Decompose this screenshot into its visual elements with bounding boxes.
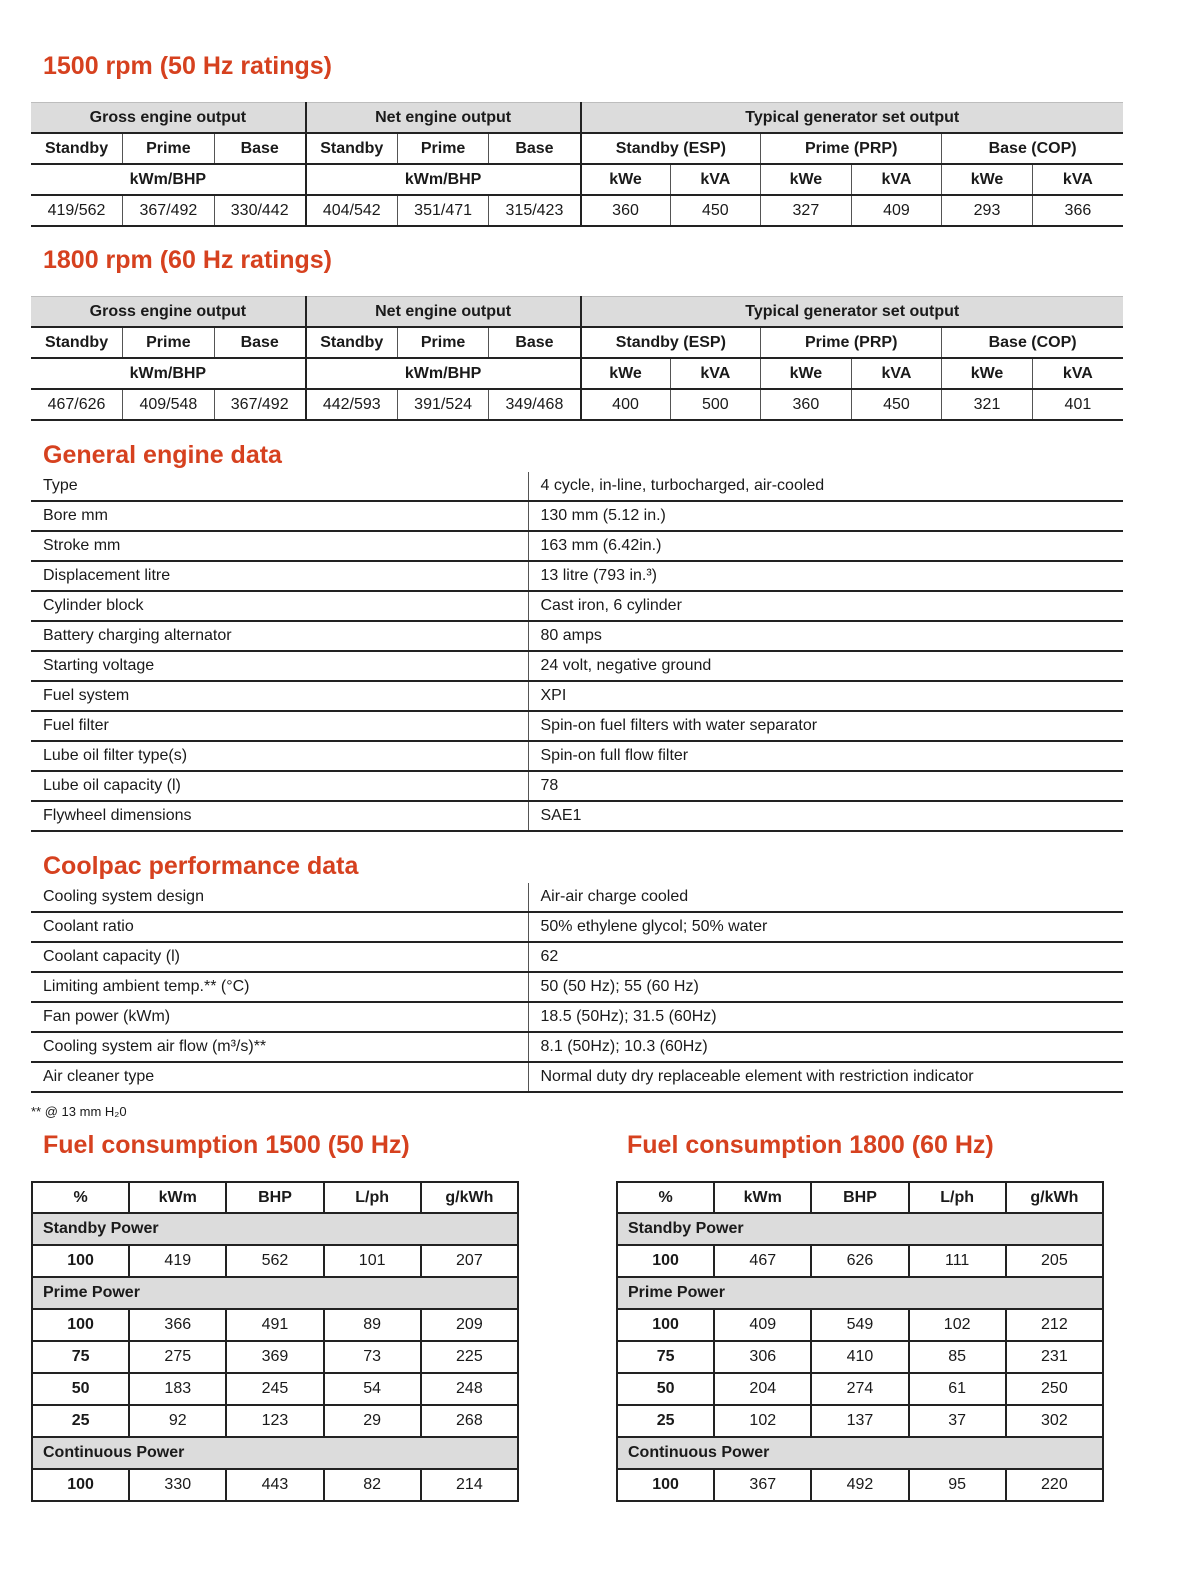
unit-label: kWm/BHP bbox=[31, 164, 306, 195]
engine-spec-row bbox=[31, 681, 1123, 711]
spec-value: XPI bbox=[528, 681, 1123, 711]
spec-label: Air cleaner type bbox=[31, 1062, 528, 1092]
fuel-data-row bbox=[32, 1245, 518, 1277]
fuel-column-header: BHP bbox=[226, 1182, 323, 1213]
engine-spec-row bbox=[31, 561, 1123, 591]
fuel-value: 73 bbox=[324, 1341, 421, 1373]
spec-label: Cooling system design bbox=[31, 883, 528, 912]
fuel-value: 268 bbox=[421, 1405, 518, 1437]
spec-label: Cooling system air flow (m³/s)** bbox=[31, 1032, 528, 1062]
fuel-value: 92 bbox=[129, 1405, 226, 1437]
unit-label: kWe bbox=[581, 358, 671, 389]
spec-label: Lube oil filter type(s) bbox=[31, 741, 528, 771]
fuel-column-header: % bbox=[617, 1182, 714, 1213]
rating-value: 330/442 bbox=[214, 195, 306, 226]
fuel-value: 274 bbox=[811, 1373, 908, 1405]
fuel-data-row bbox=[617, 1309, 1103, 1341]
fuel-load-percent: 50 bbox=[32, 1373, 129, 1405]
fuel-load-percent: 100 bbox=[32, 1469, 129, 1501]
fuel-column-header: kWm bbox=[129, 1182, 226, 1213]
fuel-value: 626 bbox=[811, 1245, 908, 1277]
spec-label: Type bbox=[31, 472, 528, 501]
sub-standby-esp: Standby (ESP) bbox=[581, 133, 761, 164]
coolpac-table bbox=[31, 883, 1123, 1093]
unit-label: kVA bbox=[670, 358, 761, 389]
sub-prime: Prime bbox=[397, 327, 489, 358]
fuel-value: 82 bbox=[324, 1469, 421, 1501]
fuel-value: 212 bbox=[1006, 1309, 1103, 1341]
rating-value: 351/471 bbox=[397, 195, 489, 226]
engine-spec-row bbox=[31, 801, 1123, 831]
fuel-load-percent: 100 bbox=[32, 1309, 129, 1341]
fuel-value: 409 bbox=[714, 1309, 811, 1341]
fuel-data-row bbox=[32, 1373, 518, 1405]
fuel-section-label: Standby Power bbox=[32, 1213, 518, 1245]
rating-value: 367/492 bbox=[123, 195, 215, 226]
sub-standby: Standby bbox=[31, 133, 123, 164]
sub-base: Base bbox=[214, 327, 306, 358]
fuel-value: 111 bbox=[909, 1245, 1006, 1277]
unit-label: kWe bbox=[942, 164, 1033, 195]
fuel-value: 330 bbox=[129, 1469, 226, 1501]
sub-prime-prp: Prime (PRP) bbox=[761, 133, 942, 164]
coolpac-spec-row bbox=[31, 883, 1123, 912]
sub-standby: Standby bbox=[31, 327, 123, 358]
fuel-data-row bbox=[32, 1405, 518, 1437]
fuel-value: 214 bbox=[421, 1469, 518, 1501]
fuel-load-percent: 100 bbox=[32, 1245, 129, 1277]
unit-label: kVA bbox=[851, 164, 942, 195]
ratings-60hz-title: 1800 rpm (60 Hz ratings) bbox=[43, 246, 332, 274]
rating-value: 360 bbox=[581, 195, 671, 226]
general-engine-title: General engine data bbox=[43, 441, 282, 469]
fuel-section-row bbox=[32, 1277, 518, 1309]
spec-label: Coolant ratio bbox=[31, 912, 528, 942]
fuel-value: 95 bbox=[909, 1469, 1006, 1501]
spec-label: Starting voltage bbox=[31, 651, 528, 681]
coolpac-spec-row bbox=[31, 1002, 1123, 1032]
engine-spec-row bbox=[31, 741, 1123, 771]
sub-base-cop: Base (COP) bbox=[942, 327, 1123, 358]
sub-prime: Prime bbox=[397, 133, 489, 164]
general-engine-table bbox=[31, 472, 1123, 832]
fuel-section-row bbox=[32, 1437, 518, 1469]
rating-value: 442/593 bbox=[306, 389, 398, 420]
spec-value: 4 cycle, in-line, turbocharged, air-cooled bbox=[528, 472, 1123, 501]
fuel-load-percent: 100 bbox=[617, 1469, 714, 1501]
fuel-data-row bbox=[32, 1469, 518, 1501]
fuel-value: 220 bbox=[1006, 1469, 1103, 1501]
unit-label: kVA bbox=[670, 164, 761, 195]
sub-base: Base bbox=[489, 133, 581, 164]
fuel-value: 29 bbox=[324, 1405, 421, 1437]
fuel-column-header: L/ph bbox=[909, 1182, 1006, 1213]
spec-label: Cylinder block bbox=[31, 591, 528, 621]
spec-label: Lube oil capacity (l) bbox=[31, 771, 528, 801]
group-net: Net engine output bbox=[306, 103, 581, 134]
fuel-value: 302 bbox=[1006, 1405, 1103, 1437]
fuel-value: 491 bbox=[226, 1309, 323, 1341]
spec-value: Normal duty dry replaceable element with restriction indicator bbox=[528, 1062, 1123, 1092]
spec-label: Displacement litre bbox=[31, 561, 528, 591]
fuel-data-row bbox=[32, 1309, 518, 1341]
engine-spec-row bbox=[31, 711, 1123, 741]
unit-label: kWe bbox=[942, 358, 1033, 389]
spec-label: Fuel system bbox=[31, 681, 528, 711]
coolpac-title: Coolpac performance data bbox=[43, 852, 359, 880]
fuel-data-row bbox=[617, 1405, 1103, 1437]
rating-value: 321 bbox=[942, 389, 1033, 420]
unit-label: kVA bbox=[1032, 358, 1123, 389]
engine-spec-row bbox=[31, 501, 1123, 531]
rating-value: 349/468 bbox=[489, 389, 581, 420]
footnote: ** @ 13 mm H₂0 bbox=[31, 1104, 127, 1119]
rating-value: 315/423 bbox=[489, 195, 581, 226]
coolpac-spec-row bbox=[31, 972, 1123, 1002]
engine-spec-row bbox=[31, 472, 1123, 501]
group-gross: Gross engine output bbox=[31, 103, 306, 134]
group-net: Net engine output bbox=[306, 297, 581, 328]
engine-spec-row bbox=[31, 591, 1123, 621]
spec-value: 62 bbox=[528, 942, 1123, 972]
sub-standby: Standby bbox=[306, 327, 398, 358]
spec-label: Limiting ambient temp.** (°C) bbox=[31, 972, 528, 1002]
spec-value: 18.5 (50Hz); 31.5 (60Hz) bbox=[528, 1002, 1123, 1032]
fuel-value: 231 bbox=[1006, 1341, 1103, 1373]
fuel-50hz-table bbox=[31, 1181, 519, 1502]
coolpac-spec-row bbox=[31, 1032, 1123, 1062]
fuel-value: 183 bbox=[129, 1373, 226, 1405]
unit-label: kVA bbox=[1032, 164, 1123, 195]
sub-prime: Prime bbox=[123, 133, 215, 164]
rating-value: 366 bbox=[1032, 195, 1123, 226]
spec-value: 24 volt, negative ground bbox=[528, 651, 1123, 681]
fuel-data-row bbox=[617, 1341, 1103, 1373]
engine-spec-row bbox=[31, 651, 1123, 681]
rating-value: 467/626 bbox=[31, 389, 123, 420]
ratings-50hz-title: 1500 rpm (50 Hz ratings) bbox=[43, 52, 332, 80]
fuel-value: 89 bbox=[324, 1309, 421, 1341]
spec-label: Battery charging alternator bbox=[31, 621, 528, 651]
spec-value: 50% ethylene glycol; 50% water bbox=[528, 912, 1123, 942]
coolpac-spec-row bbox=[31, 912, 1123, 942]
spec-label: Flywheel dimensions bbox=[31, 801, 528, 831]
fuel-value: 549 bbox=[811, 1309, 908, 1341]
engine-spec-row bbox=[31, 621, 1123, 651]
fuel-load-percent: 75 bbox=[617, 1341, 714, 1373]
spec-value: 50 (50 Hz); 55 (60 Hz) bbox=[528, 972, 1123, 1002]
rating-value: 400 bbox=[581, 389, 671, 420]
sub-base-cop: Base (COP) bbox=[942, 133, 1123, 164]
fuel-value: 369 bbox=[226, 1341, 323, 1373]
sub-standby: Standby bbox=[306, 133, 398, 164]
fuel-value: 102 bbox=[714, 1405, 811, 1437]
fuel-section-label: Continuous Power bbox=[32, 1437, 518, 1469]
fuel-value: 85 bbox=[909, 1341, 1006, 1373]
fuel-column-header: L/ph bbox=[324, 1182, 421, 1213]
unit-label: kVA bbox=[851, 358, 942, 389]
group-genset: Typical generator set output bbox=[581, 297, 1124, 328]
fuel-value: 562 bbox=[226, 1245, 323, 1277]
fuel-value: 419 bbox=[129, 1245, 226, 1277]
fuel-value: 123 bbox=[226, 1405, 323, 1437]
sub-base: Base bbox=[214, 133, 306, 164]
rating-value: 450 bbox=[670, 195, 761, 226]
unit-label: kWe bbox=[761, 164, 852, 195]
fuel-load-percent: 75 bbox=[32, 1341, 129, 1373]
rating-value: 293 bbox=[942, 195, 1033, 226]
rating-value: 391/524 bbox=[397, 389, 489, 420]
spec-value: SAE1 bbox=[528, 801, 1123, 831]
sub-standby-esp: Standby (ESP) bbox=[581, 327, 761, 358]
fuel-value: 248 bbox=[421, 1373, 518, 1405]
fuel-section-row bbox=[32, 1213, 518, 1245]
spec-label: Fuel filter bbox=[31, 711, 528, 741]
spec-label: Coolant capacity (l) bbox=[31, 942, 528, 972]
spec-value: Cast iron, 6 cylinder bbox=[528, 591, 1123, 621]
sub-base: Base bbox=[489, 327, 581, 358]
rating-value: 450 bbox=[851, 389, 942, 420]
fuel-value: 209 bbox=[421, 1309, 518, 1341]
unit-label: kWm/BHP bbox=[306, 358, 581, 389]
spec-value: Air-air charge cooled bbox=[528, 883, 1123, 912]
fuel-60hz-table bbox=[616, 1181, 1104, 1502]
fuel-load-percent: 100 bbox=[617, 1245, 714, 1277]
fuel-section-row bbox=[617, 1213, 1103, 1245]
fuel-section-label: Prime Power bbox=[617, 1277, 1103, 1309]
fuel-value: 204 bbox=[714, 1373, 811, 1405]
ratings-50hz-table bbox=[31, 102, 1123, 227]
spec-value: 130 mm (5.12 in.) bbox=[528, 501, 1123, 531]
fuel-data-row bbox=[32, 1341, 518, 1373]
fuel-header-row bbox=[617, 1182, 1103, 1213]
rating-value: 500 bbox=[670, 389, 761, 420]
fuel-value: 207 bbox=[421, 1245, 518, 1277]
rating-value: 409/548 bbox=[123, 389, 215, 420]
fuel-value: 205 bbox=[1006, 1245, 1103, 1277]
fuel-column-header: kWm bbox=[714, 1182, 811, 1213]
spec-value: 80 amps bbox=[528, 621, 1123, 651]
spec-value: 8.1 (50Hz); 10.3 (60Hz) bbox=[528, 1032, 1123, 1062]
spec-value: Spin-on fuel filters with water separator bbox=[528, 711, 1123, 741]
unit-label: kWe bbox=[761, 358, 852, 389]
unit-label: kWm/BHP bbox=[31, 358, 306, 389]
engine-spec-row bbox=[31, 531, 1123, 561]
fuel-section-row bbox=[617, 1437, 1103, 1469]
spec-value: Spin-on full flow filter bbox=[528, 741, 1123, 771]
fuel-value: 443 bbox=[226, 1469, 323, 1501]
fuel-50hz-title: Fuel consumption 1500 (50 Hz) bbox=[43, 1131, 410, 1159]
fuel-value: 102 bbox=[909, 1309, 1006, 1341]
fuel-section-label: Prime Power bbox=[32, 1277, 518, 1309]
fuel-column-header: BHP bbox=[811, 1182, 908, 1213]
unit-label: kWm/BHP bbox=[306, 164, 581, 195]
rating-value: 360 bbox=[761, 389, 852, 420]
fuel-value: 467 bbox=[714, 1245, 811, 1277]
fuel-section-label: Continuous Power bbox=[617, 1437, 1103, 1469]
spec-value: 163 mm (6.42in.) bbox=[528, 531, 1123, 561]
group-gross: Gross engine output bbox=[31, 297, 306, 328]
fuel-column-header: g/kWh bbox=[1006, 1182, 1103, 1213]
rating-value: 419/562 bbox=[31, 195, 123, 226]
engine-spec-row bbox=[31, 771, 1123, 801]
fuel-value: 306 bbox=[714, 1341, 811, 1373]
fuel-load-percent: 25 bbox=[32, 1405, 129, 1437]
fuel-value: 37 bbox=[909, 1405, 1006, 1437]
fuel-value: 250 bbox=[1006, 1373, 1103, 1405]
fuel-60hz-title: Fuel consumption 1800 (60 Hz) bbox=[627, 1131, 994, 1159]
fuel-value: 137 bbox=[811, 1405, 908, 1437]
fuel-data-row bbox=[617, 1469, 1103, 1501]
fuel-load-percent: 25 bbox=[617, 1405, 714, 1437]
fuel-value: 275 bbox=[129, 1341, 226, 1373]
ratings-60hz-table bbox=[31, 296, 1123, 421]
fuel-column-header: g/kWh bbox=[421, 1182, 518, 1213]
fuel-section-row bbox=[617, 1277, 1103, 1309]
fuel-data-row bbox=[617, 1373, 1103, 1405]
fuel-load-percent: 50 bbox=[617, 1373, 714, 1405]
sub-prime-prp: Prime (PRP) bbox=[761, 327, 942, 358]
fuel-value: 225 bbox=[421, 1341, 518, 1373]
coolpac-spec-row bbox=[31, 1062, 1123, 1092]
spec-value: 13 litre (793 in.³) bbox=[528, 561, 1123, 591]
fuel-data-row bbox=[617, 1245, 1103, 1277]
fuel-load-percent: 100 bbox=[617, 1309, 714, 1341]
fuel-value: 54 bbox=[324, 1373, 421, 1405]
rating-value: 409 bbox=[851, 195, 942, 226]
fuel-value: 61 bbox=[909, 1373, 1006, 1405]
rating-value: 401 bbox=[1032, 389, 1123, 420]
group-genset: Typical generator set output bbox=[581, 103, 1124, 134]
fuel-value: 410 bbox=[811, 1341, 908, 1373]
fuel-value: 367 bbox=[714, 1469, 811, 1501]
rating-value: 404/542 bbox=[306, 195, 398, 226]
unit-label: kWe bbox=[581, 164, 671, 195]
fuel-column-header: % bbox=[32, 1182, 129, 1213]
sub-prime: Prime bbox=[123, 327, 215, 358]
coolpac-spec-row bbox=[31, 942, 1123, 972]
spec-value: 78 bbox=[528, 771, 1123, 801]
rating-value: 367/492 bbox=[214, 389, 306, 420]
fuel-section-label: Standby Power bbox=[617, 1213, 1103, 1245]
rating-value: 327 bbox=[761, 195, 852, 226]
spec-label: Stroke mm bbox=[31, 531, 528, 561]
fuel-value: 101 bbox=[324, 1245, 421, 1277]
fuel-value: 366 bbox=[129, 1309, 226, 1341]
fuel-header-row bbox=[32, 1182, 518, 1213]
fuel-value: 492 bbox=[811, 1469, 908, 1501]
fuel-value: 245 bbox=[226, 1373, 323, 1405]
spec-label: Bore mm bbox=[31, 501, 528, 531]
spec-label: Fan power (kWm) bbox=[31, 1002, 528, 1032]
